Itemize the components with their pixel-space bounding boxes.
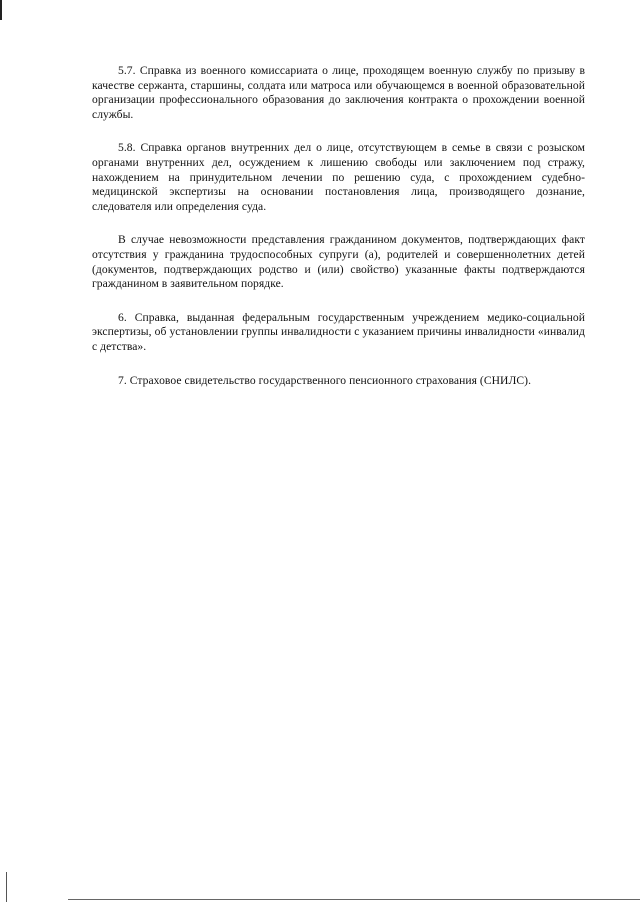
scan-edge-mark-bottom [6,872,7,902]
scan-bottom-rule [68,899,640,900]
document-body [92,64,585,407]
paragraph-5-8: 5.8. Справка органов внутренних дел о лице, отсутствующем в семье в связи с розыском органами внутренних дел, осуждением к лишению свободы или заключением под стражу, нахождением на принудительном лечении по решению суда, с прохождением судебно-медицинской экспертизы на основании постановления лица, производящего дознание, следователя или определения суда. [92,141,585,213]
paragraph-6: 6. Справка, выданная федеральным государственным учреждением медико-социальной экспертизы, об установлении группы инвалидности с указанием причины инвалидности «инвалид с детства». [92,310,585,353]
scan-edge-mark-top [0,0,2,20]
paragraph-7: 7. Страховое свидетельство государственного пенсионного страхования (СНИЛС). [118,373,532,387]
paragraph-5-7: 5.7. Справка из военного комиссариата о лице, проходящем военную службу по призыву в качестве сержанта, старшины, солдата или матроса или обучающемся в военной образовательной организации профессионального образования до заключения контракта о прохождении военной службы. [92,64,585,121]
paragraph-note: В случае невозможности представления гражданином документов, подтверждающих факт отсутствия у гражданина трудоспособных супруги (а), родителей и совершеннолетних детей (документов, подтверждающих родство и (или) свойство) указанные факты подтверждаются гражданином в заявительном порядке. [92,233,585,291]
